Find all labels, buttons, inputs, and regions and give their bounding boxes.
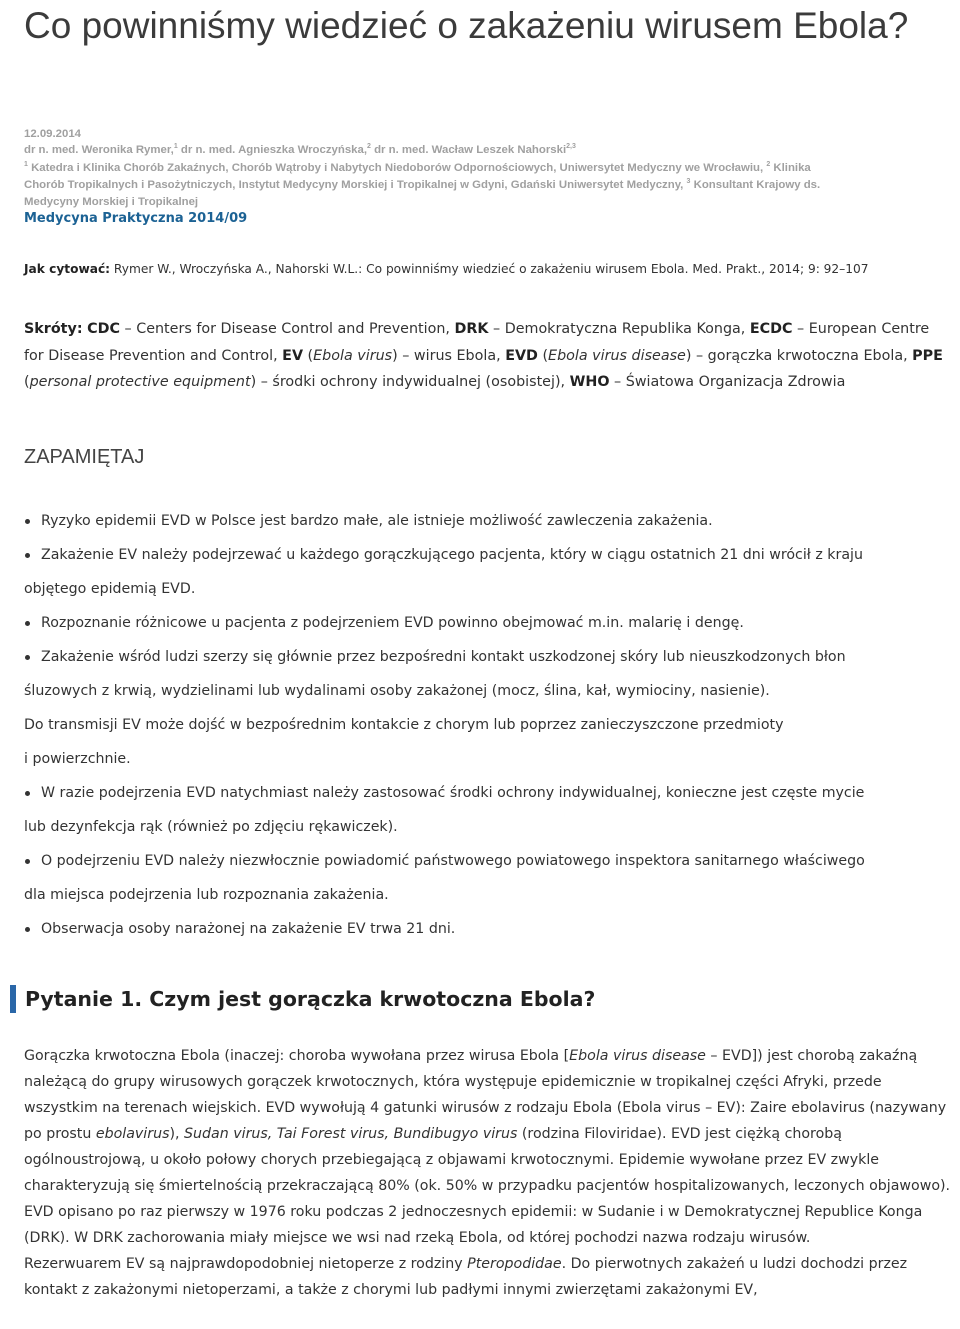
journal-link[interactable]: Medycyna Praktyczna 2014/09 (24, 211, 248, 226)
paragraph-italic: Ebola virus disease (569, 1048, 706, 1064)
paragraph (24, 1043, 958, 1251)
list-item-text: Zakażenie wśród ludzi szerzy się głównie przez bezpośredni kontakt uszkodzonej skóry lub nieuszkodzonych błon (41, 649, 846, 665)
affiliation-line-1 (24, 160, 954, 176)
list-item-text: Ryzyko epidemii EVD w Polsce jest bardzo małe, ale istnieje możliwość zawleczenia zakażenia. (41, 513, 713, 529)
abbr-term: EVD (505, 347, 538, 364)
abbr-def: ( (537, 347, 549, 364)
paragraph-text: . Do pierwotnych zakażeń u ludzi dochodzi przez kontakt z zakażonymi nietoperzami, a także z chorymi lub padłymi innymi zwierzętami zakażonymi EV, (24, 1256, 908, 1298)
citation-text: Rymer W., Wroczyńska A., Nahorski W.L.: Co powinniśmy wiedzieć o zakażeniu wirusem Ebola. Med. Prakt., 2014; 9: 92–107 (110, 262, 869, 276)
bullet-dot-icon (25, 553, 30, 558)
section-body (24, 1043, 958, 1303)
affiliation-sup: 1 (24, 161, 28, 168)
section-heading-text: Pytanie 1. Czym jest gorączka krwotoczna Ebola? (25, 987, 596, 1011)
abbr-italic: Ebola virus disease (548, 347, 686, 364)
affiliation-sup: 3 (686, 178, 691, 185)
affiliation-text: Katedra i Klinika Chorób Zakaźnych, Chorób Wątroby i Nabytych Niedoborów Odpornościowych, Uniwersytet Medyczny we Wrocławiu, (27, 162, 764, 174)
bullet-dot-icon (25, 927, 30, 932)
citation (24, 262, 954, 276)
author-2: dr n. med. Agnieszka Wroczyńska, (177, 144, 368, 156)
citation-label: Jak cytować: (24, 262, 111, 276)
authors-line (24, 142, 954, 158)
affiliation-text: Konsultant Krajowy ds. (690, 179, 821, 191)
list-item-text: dla miejsca podejrzenia lub rozpoznania zakażenia. (24, 887, 389, 903)
paragraph (24, 1251, 958, 1303)
list-item (24, 504, 960, 538)
affiliation-sup: 2 (766, 161, 771, 168)
list-item (24, 606, 960, 640)
abbreviations (24, 316, 946, 396)
paragraph-text: Rezerwuarem EV są najprawdopodobniej nietoperze z rodziny (24, 1256, 468, 1272)
list-item-text: Obserwacja osoby narażonej na zakażenie EV trwa 21 dni. (41, 921, 456, 937)
bullet-dot-icon (25, 655, 30, 660)
list-item-text: i powierzchnie. (24, 751, 131, 767)
abbr-def: ) – wirus Ebola, (392, 347, 506, 364)
paragraph-text: Gorączka krwotoczna Ebola (inaczej: choroba wywołana przez wirusa Ebola [ (24, 1048, 570, 1064)
abbr-def: ) – gorączka krwotoczna Ebola, (685, 347, 913, 364)
abbreviations-label: Skróty: (24, 321, 83, 337)
abbr-term: CDC (87, 321, 120, 337)
abbr-term: EV (282, 347, 304, 364)
paragraph-italic: Pteropodidae (467, 1256, 562, 1272)
list-item-text: Do transmisji EV może dojść w bezpośrednim kontakcie z chorym lub poprzez zanieczyszczone przedmioty (24, 717, 784, 733)
remember-list (24, 504, 960, 946)
bullet-dot-icon (25, 791, 30, 796)
article-date: 12.09.2014 (24, 128, 82, 140)
remember-heading: ZAPAMIĘTAJ (24, 446, 145, 468)
list-item-text: objętego epidemią EVD. (24, 581, 196, 597)
article-title: Co powinniśmy wiedzieć o zakażeniu wirusem Ebola? (24, 5, 909, 46)
author-1: dr n. med. Weronika Rymer, (24, 144, 174, 156)
abbr-term: WHO (569, 374, 610, 390)
list-item (24, 776, 960, 844)
list-item-text: Zakażenie EV należy podejrzewać u każdego gorączkującego pacjenta, który w ciągu ostatnich 21 dni wrócił z kraju (41, 547, 863, 563)
list-item (24, 538, 960, 606)
abbr-term: DRK (454, 321, 489, 337)
author-1-sup: 1 (173, 143, 178, 150)
list-item-text: śluzowych z krwią, wydzielinami lub wydalinami osoby zakażonej (mocz, ślina, kał, wymiociny, nasienie). (24, 683, 770, 699)
bullet-dot-icon (25, 621, 30, 626)
paragraph-text: – EVD]) jest chorobą zakaźną należącą do grupy wirusowych gorączek krwotocznych, która występuje epidemicznie w tropikalnej części Afryki, przede wszystkim na terenach wiejskich. EVD wywołują 4 gatunki wirusów z rodzaju Ebola (Ebola virus – EV): Zaire ebolavirus (nazywany po prostu (24, 1048, 947, 1142)
affiliation-text: Chorób Tropikalnych i Pasożytniczych, Instytut Medycyny Morskiej i Tropikalnej w Gdyni, Gdański Uniwersytet Medyczny, (24, 179, 684, 191)
affiliation-line-2 (24, 177, 954, 193)
paragraph-text: (rodzina Filoviridae). EVD jest ciężką chorobą ogólnoustrojową, u około połowy chorych przebiegającą z objawami krwotocznymi. Epidemie wywołane przez EV zwykle charakteryzują się śmiertelnością przekraczającą 80% (ok. 50% w przypadku pacjentów hospitalizowanych, leczonych objawowo). EVD opisano po raz pierwszy w 1976 roku podczas 2 jednoczesnych epidemii: w Sudanie i w Demokratycznej Republice Konga (DRK). W DRK zachorowania miały miejsce we wsi nad rzeką Ebola, od której pochodzi nazwa rodzaju wirusów. (24, 1126, 951, 1246)
abbr-def: ( (24, 374, 30, 390)
list-item (24, 640, 960, 776)
abbr-italic: personal protective equipment (29, 374, 251, 390)
abbr-def: ( (303, 347, 314, 364)
abbr-def: ) – środki ochrony indywidualnej (osobistej), (250, 374, 570, 390)
author-2-sup: 2 (367, 143, 371, 150)
section-accent-bar (10, 985, 16, 1013)
paragraph-italic: Sudan virus, Tai Forest virus, Bundibugyo virus (184, 1126, 518, 1142)
affiliation-text: Klinika (770, 162, 811, 174)
list-item-text: Rozpoznanie różnicowe u pacjenta z podejrzeniem EVD powinno obejmować m.in. malarię i dengę. (41, 615, 744, 631)
abbr-term: PPE (912, 347, 943, 364)
abbr-italic: Ebola virus (313, 347, 393, 364)
bullet-dot-icon (25, 519, 30, 524)
author-3: dr n. med. Wacław Leszek Nahorski (370, 144, 567, 156)
affiliation-line-3: Medycyny Morskiej i Tropikalnej (24, 196, 199, 208)
list-item-text: O podejrzeniu EVD należy niezwłocznie powiadomić państwowego powiatowego inspektora sanitarnego właściwego (41, 853, 865, 869)
list-item-text: lub dezynfekcja rąk (również po zdjęciu rękawiczek). (24, 819, 398, 835)
author-3-sup: 2,3 (566, 143, 576, 150)
abbr-term: ECDC (749, 321, 793, 337)
paragraph-text: ), (169, 1126, 185, 1142)
bullet-dot-icon (25, 859, 30, 864)
abbr-def: – European Centre for Disease Prevention and Control, (24, 321, 930, 364)
list-item (24, 912, 960, 946)
abbr-def: – Światowa Organizacja Zdrowia (609, 374, 846, 390)
list-item-text: W razie podejrzenia EVD natychmiast należy zastosować środki ochrony indywidualnej, konieczne jest częste mycie (41, 785, 865, 801)
section-heading (10, 985, 595, 1013)
abbr-def: – Centers for Disease Control and Prevention, (119, 321, 455, 337)
list-item (24, 844, 960, 912)
abbr-def: – Demokratyczna Republika Konga, (488, 321, 750, 337)
paragraph-italic: ebolavirus (95, 1126, 170, 1142)
